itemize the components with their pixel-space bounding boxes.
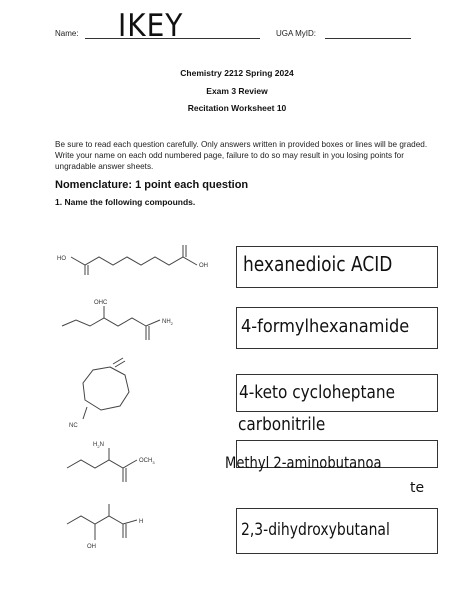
answer-5-text: 2,3-dihydroxybutanal (241, 520, 390, 540)
section-heading: Nomenclature: 1 point each question (55, 179, 249, 191)
worksheet-title: Recitation Worksheet 10 (187, 103, 287, 113)
id-line (325, 38, 411, 39)
s5-oh-label: OH (87, 544, 96, 550)
answer-box-2[interactable] (236, 307, 438, 349)
name-handwritten: IKEY (118, 7, 184, 44)
s4-och3-label: $OCH_3$ (139, 458, 155, 465)
answer-box-1[interactable] (236, 246, 438, 288)
structure-2 (60, 298, 200, 348)
s3-nc-label: NC (69, 423, 78, 429)
answer-4-line2: te (410, 480, 425, 496)
course-title: Chemistry 2212 Spring 2024 (180, 68, 294, 78)
structure-3 (65, 355, 155, 435)
exam-title: Exam 3 Review (206, 86, 268, 96)
s2-nh-label: $NH_2$ (162, 319, 173, 326)
s4-nh2-label: $H_2N$ (93, 442, 104, 449)
answer-3-line2: carbonitrile (238, 414, 326, 435)
s1-ho-label: HO (57, 256, 66, 262)
question-1: 1. Name the following compounds. (55, 197, 196, 207)
answer-box-5[interactable] (236, 508, 438, 554)
answer-3-line1: 4-keto cycloheptane (239, 382, 396, 403)
structure-1 (55, 235, 215, 275)
structure-4 (65, 440, 175, 485)
s5-h-label: H (139, 519, 144, 525)
s2-ohc-label: OHC (94, 300, 108, 306)
answer-2-text: 4-formylhexanamide (241, 316, 410, 337)
answer-4-line1: Methyl 2-aminobutanoa (225, 453, 382, 472)
structure-5 (65, 500, 165, 555)
instructions: Be sure to read each question carefully. Only answers written in provided boxes or lines will be graded. Write your name on each odd numbered page, failure to do so may result in you losing points for ungradable answer sheets. (55, 140, 428, 172)
answer-1-text: hexanedioic ACID (243, 252, 393, 276)
name-label: Name: (55, 29, 79, 38)
answer-box-3[interactable] (236, 374, 438, 412)
id-label: UGA MyID: (276, 29, 317, 38)
s1-oh-label: OH (199, 263, 208, 269)
answer-box-4[interactable] (225, 440, 438, 472)
